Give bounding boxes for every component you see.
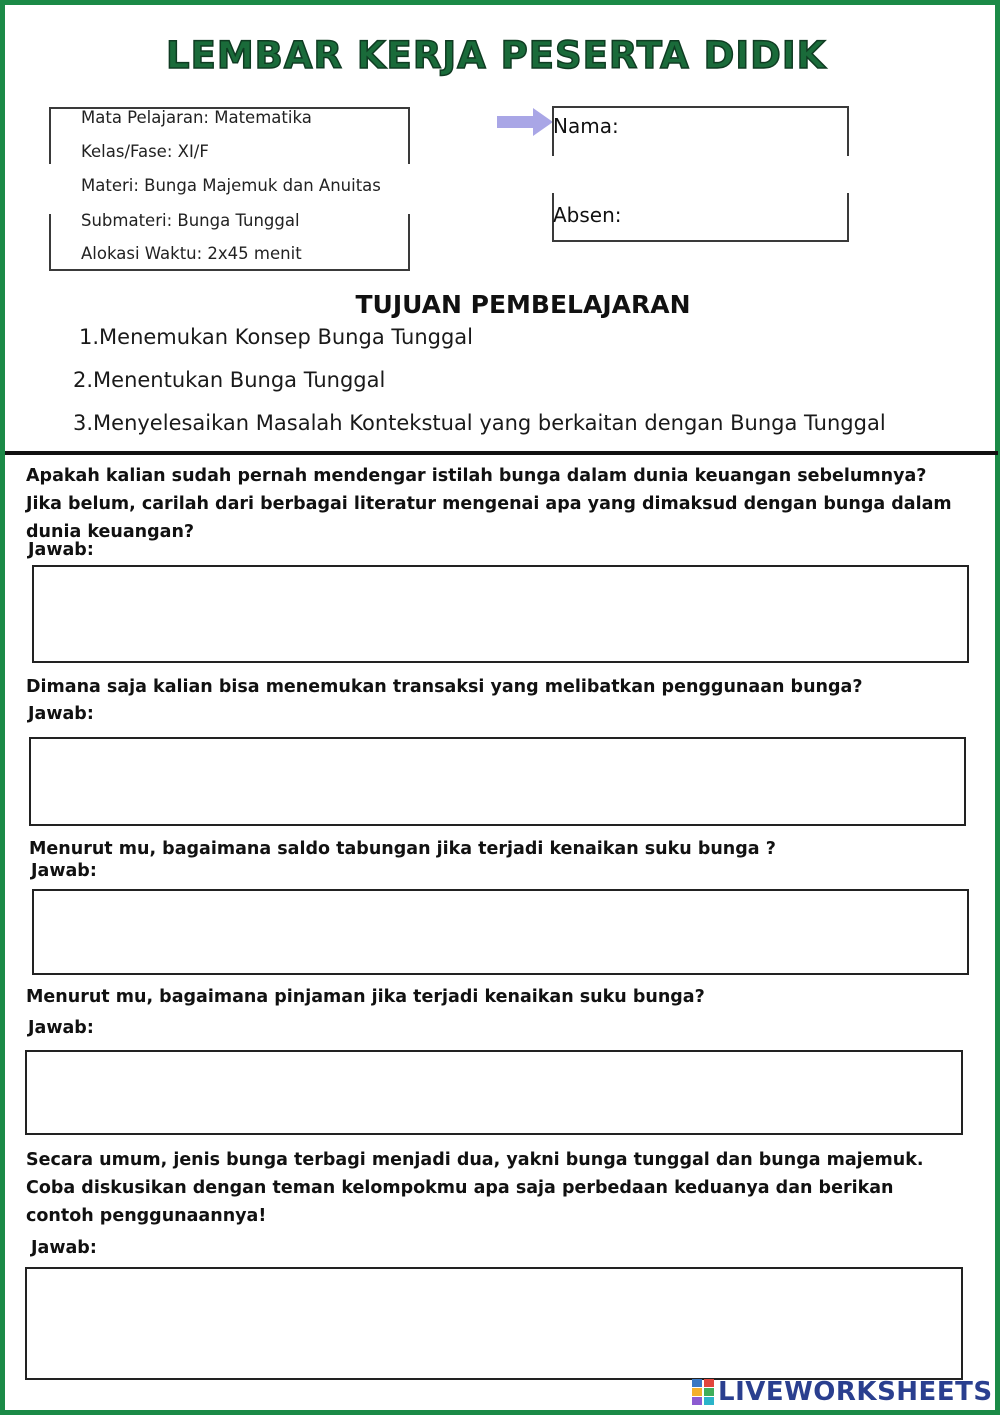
objective-item: 3.Menyelesaikan Masalah Kontekstual yang berkaitan dengan Bunga Tunggal (73, 411, 886, 435)
section-divider (5, 451, 998, 455)
arrow-right-icon (497, 108, 553, 136)
answer-3-input[interactable] (32, 889, 969, 975)
answer-label: Jawab: (28, 704, 94, 724)
subject-label: Mata Pelajaran: Matematika (81, 108, 312, 127)
answer-label: Jawab: (28, 540, 94, 560)
question-1: Apakah kalian sudah pernah mendengar istilah bunga dalam dunia keuangan sebelumnya? Jika belum, carilah dari berbagai literatur mengenai apa yang dimaksud dengan bunga dalam dunia keuangan? (26, 466, 952, 542)
question-3: Menurut mu, bagaimana saldo tabungan jika terjadi kenaikan suku bunga ? (29, 839, 776, 859)
question-2: Dimana saja kalian bisa menemukan transaksi yang melibatkan penggunaan bunga? (26, 677, 863, 697)
question-5: Secara umum, jenis bunga terbagi menjadi dua, yakni bunga tunggal dan bunga majemuk. Coba diskusikan dengan teman kelompokmu apa saja perbedaan keduanya dan berikan contoh penggunaannya! (26, 1150, 924, 1226)
answer-label: Jawab: (28, 1018, 94, 1038)
submaterial-label: Submateri: Bunga Tunggal (81, 211, 300, 230)
worksheet-title: LEMBAR KERJA PESERTA DIDIK (166, 34, 827, 77)
answer-4-input[interactable] (25, 1050, 963, 1135)
material-label: Materi: Bunga Majemuk dan Anuitas (81, 176, 381, 195)
name-label: Nama: (553, 114, 619, 138)
answer-label: Jawab: (31, 861, 97, 881)
objective-item: 2.Menentukan Bunga Tunggal (73, 368, 386, 392)
watermark-text: LIVEWORKSHEETS (718, 1377, 993, 1407)
liveworksheets-logo-icon (692, 1379, 714, 1405)
time-allocation-label: Alokasi Waktu: 2x45 menit (81, 244, 302, 263)
liveworksheets-watermark (692, 1376, 993, 1408)
objective-item: 1.Menemukan Konsep Bunga Tunggal (79, 325, 473, 349)
question-4: Menurut mu, bagaimana pinjaman jika terjadi kenaikan suku bunga? (26, 987, 705, 1007)
answer-label: Jawab: (31, 1238, 97, 1258)
grade-label: Kelas/Fase: XI/F (81, 142, 209, 161)
absen-label: Absen: (553, 203, 622, 227)
answer-5-input[interactable] (25, 1267, 963, 1380)
answer-1-input[interactable] (32, 565, 969, 663)
answer-2-input[interactable] (29, 737, 966, 826)
objectives-title: TUJUAN PEMBELAJARAN (355, 290, 691, 319)
